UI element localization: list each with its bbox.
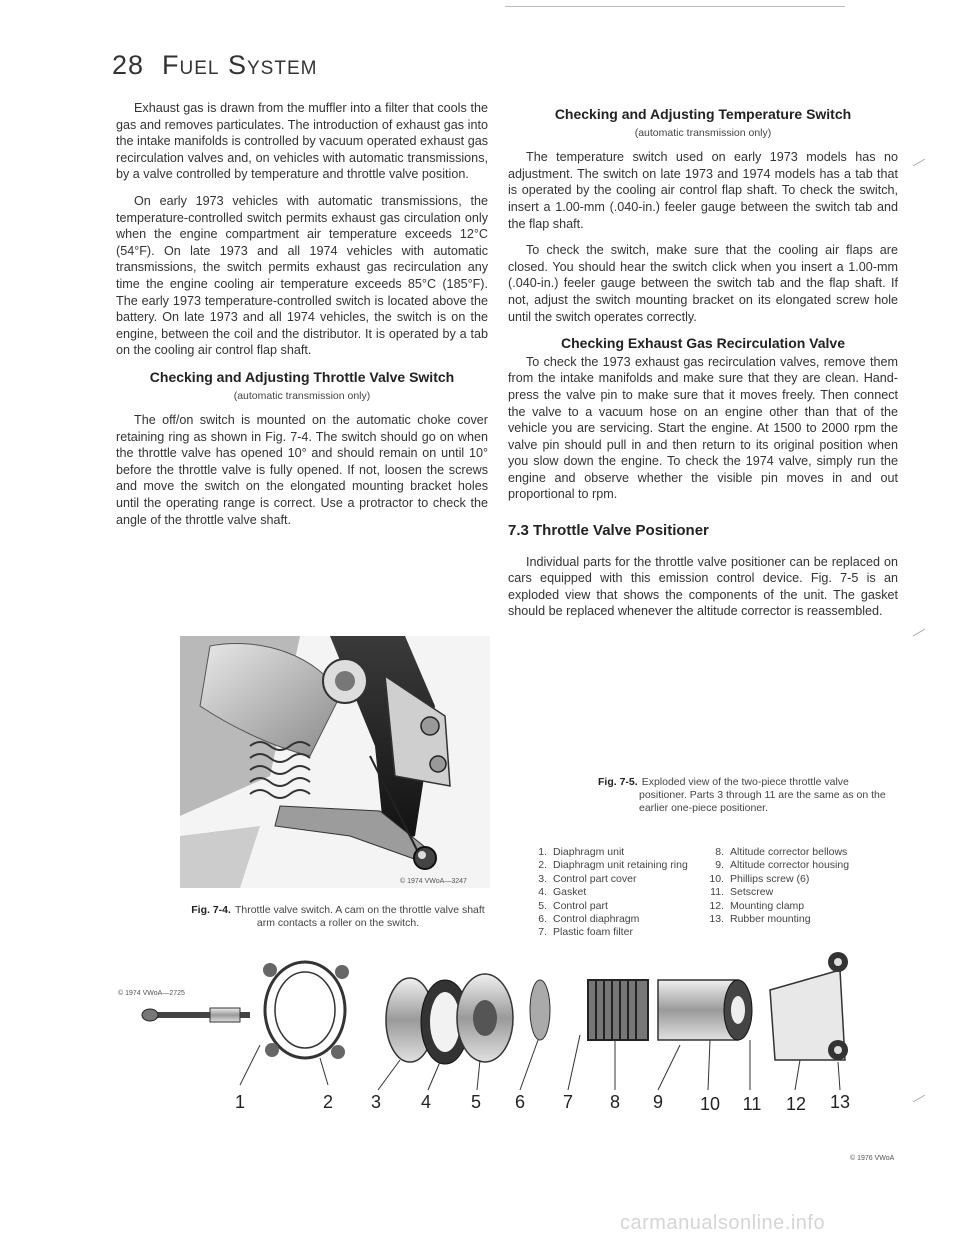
paragraph: To check the switch, make sure that the cooling air flaps are closed. You should hear the switch click when you insert a 1.00-mm (.040-in.) feeler gauge between the switch tab and the flap shaft. If not, adjust the switch mounting bracket on its elongated screw hole until the switch operates correctly. <box>508 243 898 324</box>
fig75-copyright-left: © 1974 VWoA—2725 <box>118 990 185 997</box>
fig74-caption <box>188 904 488 930</box>
top-rule <box>505 6 845 7</box>
callout-label: 9 <box>652 1092 664 1112</box>
list-item: 13. Rubber mounting <box>709 913 811 926</box>
part-retaining-ring <box>265 962 345 1058</box>
margin-mark <box>913 1095 926 1103</box>
paragraph: Exhaust gas is drawn from the muffler into a filter that cools the gas and removes particulates. The introduction of exhaust gas into the intake manifolds is controlled by vacuum operated exhaust gas recirculation valves and, on vehicles with automatic transmissions, by a valve controlled by temperature and throttle valve position. <box>116 101 488 182</box>
page-header <box>112 50 317 81</box>
part-diaphragm-unit <box>142 1008 250 1022</box>
list-item: 12. Mounting clamp <box>709 899 805 912</box>
list-item: 3. Control part cover <box>538 872 637 885</box>
exploded-view-diagram <box>110 950 910 1130</box>
section-heading: 7.3 Throttle Valve Positioner <box>508 522 709 540</box>
list-item: 4. Gasket <box>538 886 587 899</box>
heading-throttle-switch: Checking and Adjusting Throttle Valve Switch <box>149 368 455 385</box>
callout-label: 5 <box>470 1092 482 1112</box>
list-item: 5. Control part <box>538 899 608 912</box>
subheading: (automatic transmission only) <box>233 389 371 402</box>
callout-label: 1 <box>234 1092 246 1112</box>
fig75-caption <box>598 776 898 815</box>
margin-mark <box>913 629 926 637</box>
callout-label: 6 <box>514 1092 526 1112</box>
list-item: 7. Plastic foam filter <box>538 926 633 939</box>
callout-label: 13 <box>829 1092 851 1112</box>
list-item: 1. Diaphragm unit <box>538 846 625 858</box>
fig74-label: Fig. 7-4. <box>191 904 231 916</box>
list-item: 11. Setscrew <box>710 886 774 899</box>
list-item: 2. Diaphragm unit retaining ring <box>538 859 688 872</box>
parts-list-left <box>529 846 688 940</box>
parts-list-right <box>706 846 849 926</box>
callout-label: 12 <box>785 1094 807 1114</box>
callout-label: 7 <box>562 1092 574 1112</box>
list-item: 9. Altitude corrector housing <box>715 859 850 872</box>
watermark: carmanualsonline.info <box>620 1212 826 1234</box>
right-column <box>508 100 898 630</box>
fig74-caption-text: Throttle valve switch. A cam on the throttle valve shaft arm contacts a roller on the switch. <box>234 904 485 929</box>
page-number: 28 <box>112 50 145 80</box>
paragraph: The temperature switch used on early 1973 models has no adjustment. The switch on late 1973 and 1974 models has a tab that is operated by the cooling air control flap shaft. To check the switch, insert a 1.00-mm (.040-in.) feeler gauge between the switch tab and the flap shaft. <box>508 150 898 231</box>
paragraph: On early 1973 vehicles with automatic transmissions, the temperature-controlled switch permits exhaust gas circulation only when the engine compartment air temperature exceeds 12°C (54°F). On late 1973 and all 1974 vehicles with automatic transmissions, the switch permits exhaust gas recirculation any time the engine cooling air temperature exceeds 85°C (185°F). The early 1973 temperature-controlled switch is located above the battery. On late 1973 and all 1974 vehicles, the switch is on the engine, between the coil and the distributor. It is operated by a tab on the cooling air control flap shaft. <box>116 193 488 358</box>
fig75-caption-rest: positioner. Parts 3 through 11 are the same as on the earlier one-piece positioner. <box>639 789 886 814</box>
callout-label: 11 <box>742 1094 762 1114</box>
part-bellows <box>588 980 648 1040</box>
callout-label: 10 <box>699 1094 721 1114</box>
margin-mark <box>913 159 926 167</box>
heading-egr-valve: Checking Exhaust Gas Recirculation Valve <box>561 335 845 352</box>
list-item: 6. Control diaphragm <box>538 913 640 926</box>
callout-label: 2 <box>322 1092 334 1112</box>
section-title: Fuel System <box>162 50 318 80</box>
subheading: (automatic transmission only) <box>634 126 772 139</box>
callout-label: 4 <box>420 1092 432 1112</box>
callout-label: 3 <box>370 1092 382 1112</box>
paragraph: The off/on switch is mounted on the automatic choke cover retaining ring as shown in Fig. 7-4. The switch should go on when the throttle valve has opened 10° and should remain on until 10° before the throttle valve is fully opened. If not, loosen the screws and move the switch on the elongated mounting bracket holes until the operating range is correct. Use a protractor to check the angle of the throttle valve shaft. <box>116 413 488 527</box>
fig75-copyright-right: © 1976 VWoA <box>850 1155 895 1162</box>
list-item: 10. Phillips screw (6) <box>709 872 810 885</box>
paragraph: To check the 1973 exhaust gas recirculation valves, remove them from the intake manifolds and make sure that they are clean. Hand-press the valve pin to make sure that it moves freely. Then connect the valve to a vacuum hose on an engine other than that of the vehicle you are servicing. Start the engine. At 1500 to 2000 rpm the valve pin should pull in and then return to its original position when you slow down the engine. To check the 1974 valve, simply run the engine and observe whether the visible pin moves in and out proportional to rpm. <box>508 354 898 502</box>
fig75-label: Fig. 7-5. <box>598 776 638 788</box>
list-item: 8. Altitude corrector bellows <box>715 846 848 858</box>
left-column <box>116 100 488 538</box>
throttle-switch-photo <box>180 636 490 888</box>
fig75-caption-line1: Exploded view of the two-piece throttle valve <box>641 776 849 788</box>
paragraph: Individual parts for the throttle valve positioner can be replaced on cars equipped with this emission control device. Fig. 7-5 is an exploded view that shows the components of the unit. The gasket should be replaced whenever the altitude corrector is reassembled. <box>508 554 898 619</box>
callout-label: 8 <box>609 1092 621 1112</box>
heading-temperature-switch: Checking and Adjusting Temperature Switch <box>554 106 852 122</box>
fig74-copyright: © 1974 VWoA—3247 <box>400 878 467 885</box>
